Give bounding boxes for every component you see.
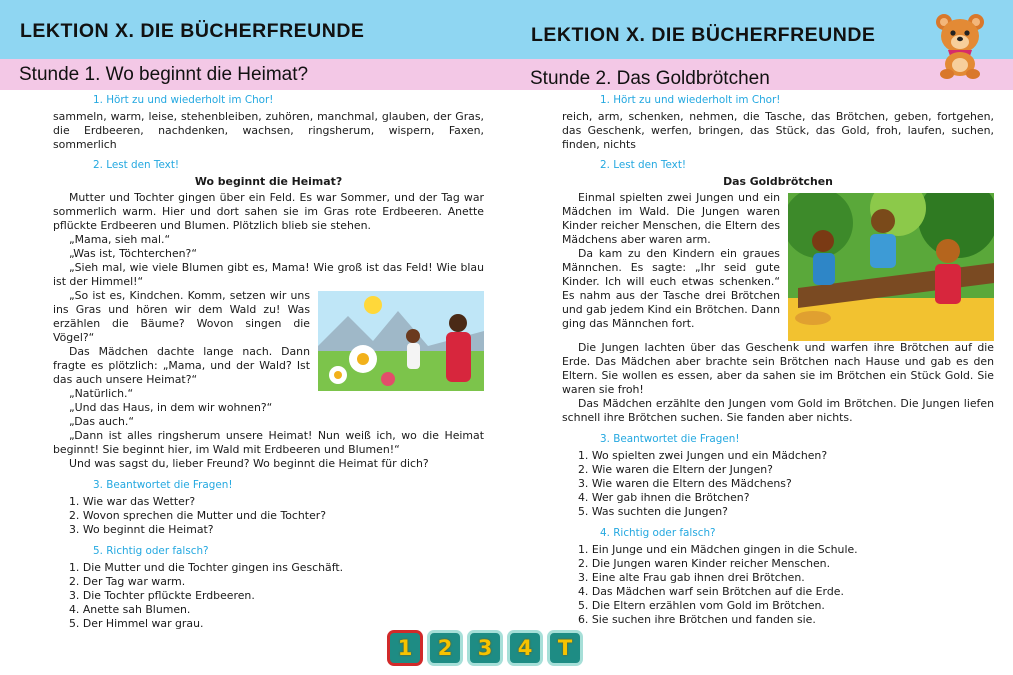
list-item: 4. Anette sah Blumen. (69, 603, 191, 616)
list-item: 5. Die Eltern erzählen vom Gold im Brötchen. (578, 599, 825, 612)
question-list (562, 449, 994, 519)
paragraph: Einmal spielten zwei Jungen und ein Mädchen im Wald. Die Jungen waren Kinder reicher Menschen, die Eltern des Mädchens aber waren arm. (562, 191, 780, 246)
dialogue-line: „Sieh mal, wie viele Blumen gibt es, Mama! Wie groß ist das Feld! Wie blau ist der Himmel!“ (53, 261, 484, 288)
story-title: Das Goldbrötchen (723, 175, 833, 188)
right-hour-title: Stunde 2. Das Goldbrötchen (530, 68, 770, 89)
right-lesson-title: LEKTION X. DIE BÜCHERFREUNDE (531, 24, 876, 46)
left-lesson-title: LEKTION X. DIE BÜCHERFREUNDE (20, 20, 365, 42)
list-item: 1. Wie war das Wetter? (69, 495, 196, 508)
list-item: 2. Wovon sprechen die Mutter und die Tochter? (69, 509, 327, 522)
teddy-bear-icon (930, 10, 990, 80)
test-button[interactable]: T (547, 630, 583, 666)
dialogue-line: „Mama, sieh mal.“ (69, 233, 171, 246)
statement-list (53, 561, 484, 631)
list-item: 5. Was suchten die Jungen? (578, 505, 728, 518)
task-heading: 3. Beantwortet die Fragen! (93, 479, 233, 491)
list-item: 2. Wie waren die Eltern der Jungen? (578, 463, 773, 476)
paragraph: Mutter und Tochter gingen über ein Feld. Es war Sommer, und der Tag war sommerlich warm. Hier und dort sahen sie im Gras rote Erdbeeren. Anette pflückte Erdbeeren und Blumen. Plötzlich blieb sie stehen. (53, 191, 484, 232)
list-item: 3. Wo beginnt die Heimat? (69, 523, 214, 536)
question-list (53, 495, 484, 537)
page-3-button[interactable]: 3 (467, 630, 503, 666)
dialogue-line: „Und das Haus, in dem wir wohnen?“ (69, 401, 273, 414)
task-heading: 1. Hört zu und wiederholt im Chor! (600, 94, 781, 106)
task-heading: 5. Richtig oder falsch? (93, 545, 209, 557)
dialogue-line: „Natürlich.“ (69, 387, 134, 400)
paragraph: Das Mädchen erzählte den Jungen vom Gold im Brötchen. Die Jungen liefen schnell ihre Brötchen suchen. Sie fanden aber nichts. (562, 397, 994, 424)
list-item: 3. Die Tochter pflückte Erdbeeren. (69, 589, 255, 602)
list-item: 3. Eine alte Frau gab ihnen drei Brötchen. (578, 571, 805, 584)
list-item: 3. Wie waren die Eltern des Mädchens? (578, 477, 792, 490)
paragraph: Das Mädchen dachte lange nach. Dann fragte es plötzlich: „Mama, und der Wald? Ist das auch unsere Heimat?“ (53, 345, 310, 386)
task-heading: 4. Richtig oder falsch? (600, 527, 716, 539)
left-column (53, 92, 484, 631)
meadow-illustration (318, 291, 484, 391)
vocabulary-list: sammeln, warm, leise, stehenbleiben, zuhören, manchmal, glauben, der Gras, die Erdbeeren, nachdenken, wachsen, ringsherum, wispern, Faxen, sommerlich (53, 110, 484, 151)
page-1-button[interactable]: 1 (387, 630, 423, 666)
task-heading: 2. Lest den Text! (93, 159, 180, 171)
list-item: 1. Wo spielten zwei Jungen und ein Mädchen? (578, 449, 828, 462)
dialogue-line: „So ist es, Kindchen. Komm, setzen wir uns ins Gras und hören wir dem Wald zu! Was erzählen die Bäume? Wovon singen die Vögel?“ (53, 289, 310, 344)
list-item: 4. Das Mädchen warf sein Brötchen auf die Erde. (578, 585, 844, 598)
list-item: 2. Die Jungen waren Kinder reicher Menschen. (578, 557, 831, 570)
page-2-button[interactable]: 2 (427, 630, 463, 666)
list-item: 4. Wer gab ihnen die Brötchen? (578, 491, 750, 504)
story-title: Wo beginnt die Heimat? (194, 175, 343, 188)
paragraph: Die Jungen lachten über das Geschenk und warfen ihre Brötchen auf die Erde. Das Mädchen aber brachte sein Brötchen nach Hause und gab es den Eltern. Sie wollen es essen, aber da sahen sie im Brötchen ein Stück Gold. Sie waren sie froh! (562, 341, 994, 396)
page-navigation (387, 630, 583, 666)
right-column (562, 92, 994, 627)
dialogue-line: „Dann ist alles ringsherum unsere Heimat! Nun weiß ich, wo die Heimat beginnt! Sie beginnt hier, im Wald mit Erdbeeren und Blumen!“ (53, 429, 484, 456)
paragraph: Da kam zu den Kindern ein graues Männchen. Es sagte: „Ihr seid gute Kinder. Ich will euch etwas schenken.“ Es nahm aus der Tasche drei Brötchen und gab jedem Kind ein Brötchen. Dann ging das Männchen fort. (562, 247, 781, 330)
list-item: 5. Der Himmel war grau. (69, 617, 204, 630)
dialogue-line: „Das auch.“ (69, 415, 135, 428)
left-hour-title: Stunde 1. Wo beginnt die Heimat? (19, 64, 309, 85)
vocabulary-list: reich, arm, schenken, nehmen, die Tasche, das Brötchen, geben, fortgehen, das Geschenk, werfen, bringen, das Stück, das Gold, froh, laufen, suchen, finden, nichts (562, 110, 994, 151)
dialogue-line: „Was ist, Töchterchen?“ (69, 247, 197, 260)
forest-illustration (788, 193, 994, 341)
statement-list (562, 543, 994, 627)
page-4-button[interactable]: 4 (507, 630, 543, 666)
list-item: 1. Die Mutter und die Tochter gingen ins Geschäft. (69, 561, 344, 574)
list-item: 2. Der Tag war warm. (69, 575, 186, 588)
task-heading: 2. Lest den Text! (600, 159, 687, 171)
task-heading: 1. Hört zu und wiederholt im Chor! (93, 94, 274, 106)
task-heading: 3. Beantwortet die Fragen! (600, 433, 740, 445)
paragraph: Und was sagst du, lieber Freund? Wo beginnt die Heimat für dich? (69, 457, 429, 470)
list-item: 1. Ein Junge und ein Mädchen gingen in die Schule. (578, 543, 858, 556)
list-item: 6. Sie suchen ihre Brötchen und fanden sie. (578, 613, 816, 626)
